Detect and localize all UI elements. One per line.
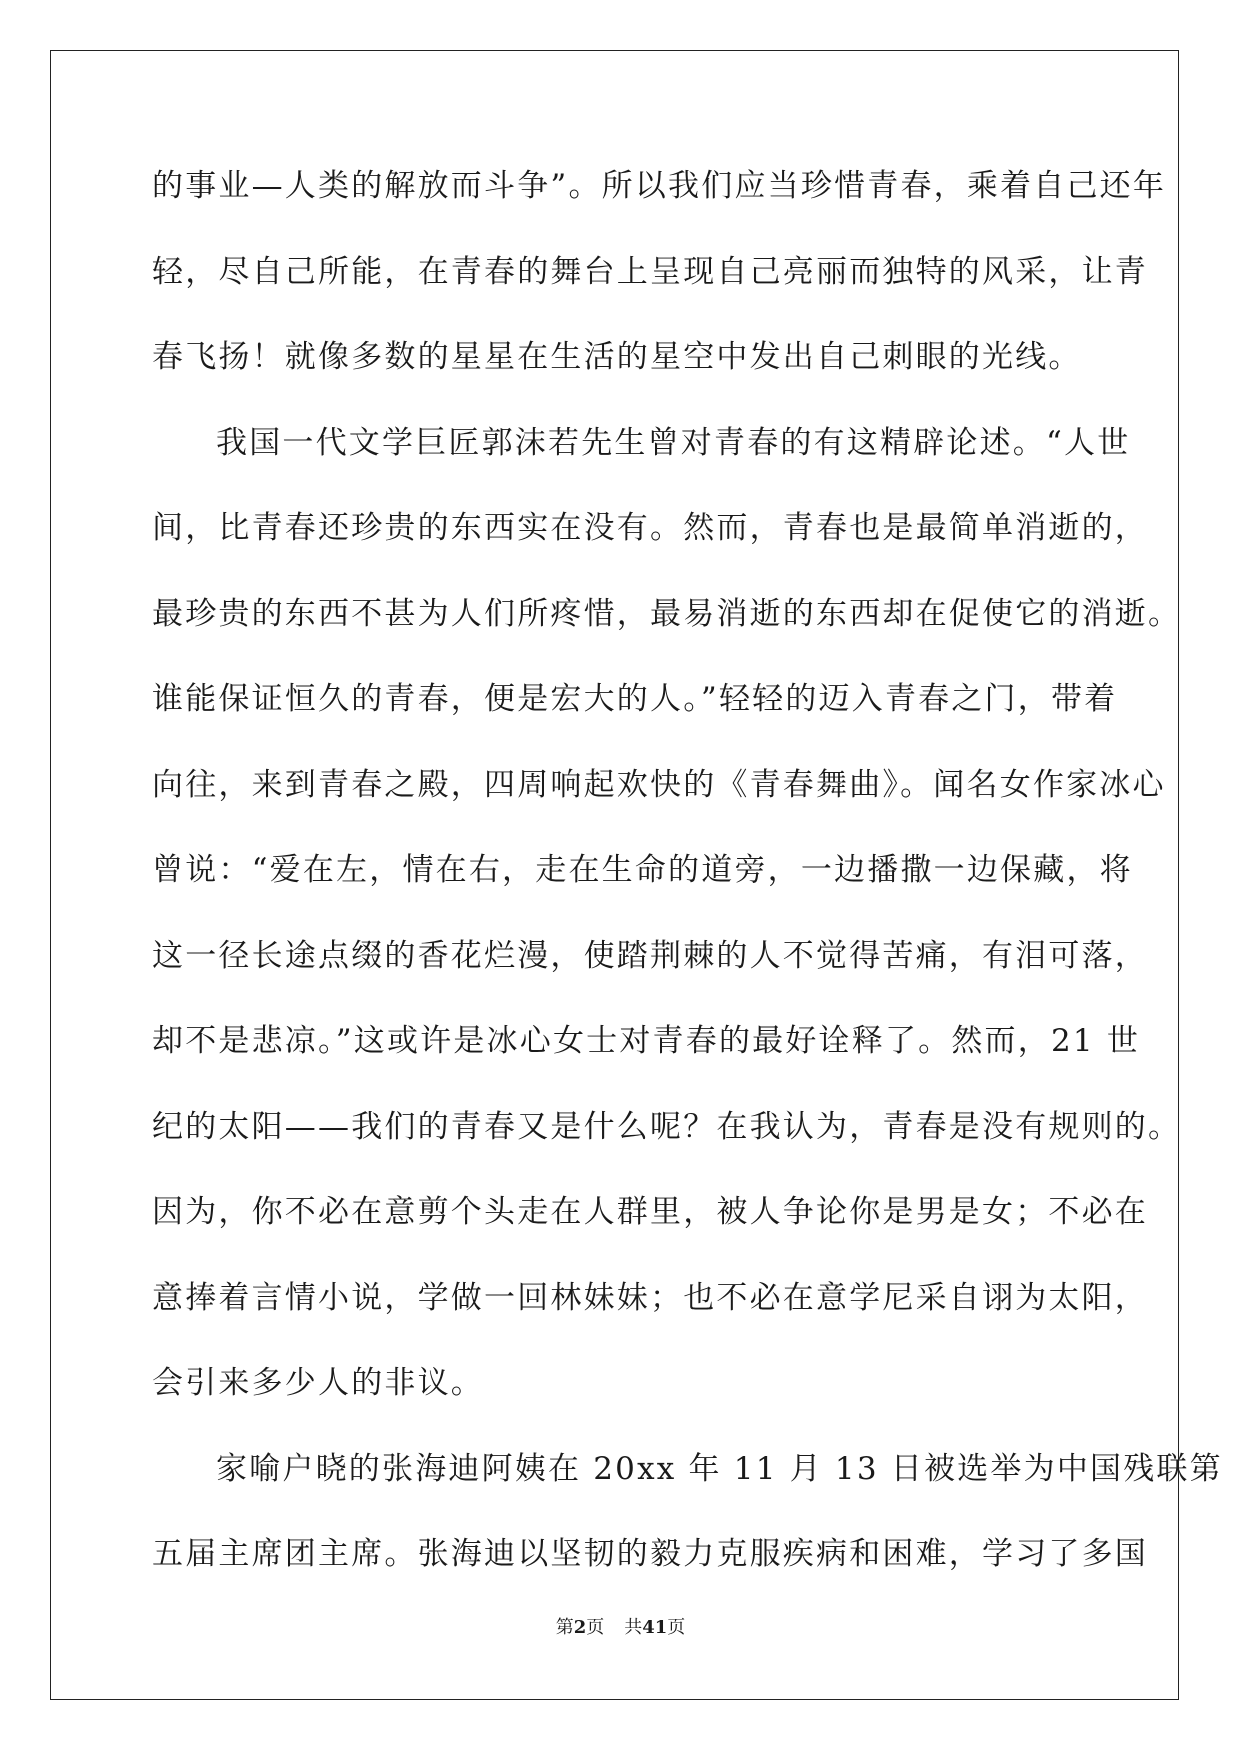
page-current-number: 2	[573, 1617, 587, 1638]
text-line-2: 轻，尽自己所能，在青春的舞台上呈现自己亮丽而独特的风采，让青	[152, 253, 1148, 290]
text-line-17: 五届主席团主席。张海迪以坚韧的毅力克服疾病和困难，学习了多国	[152, 1536, 1148, 1572]
text-line-11: 却不是悲凉。”这或许是冰心女士对青春的最好诠释了。然而，21 世	[152, 1023, 1141, 1059]
text-line-13: 因为，你不必在意剪个头走在人群里，被人争论你是男是女；不必在	[152, 1194, 1148, 1230]
text-line-5: 间，比青春还珍贵的东西实在没有。然而，青春也是最简单消逝的，	[152, 510, 1148, 546]
text-line-3: 春飞扬！就像多数的星星在生活的星空中发出自己刺眼的光线。	[152, 339, 1082, 375]
text-line-14: 意捧着言情小说，学做一回林妹妹；也不必在意学尼采自诩为太阳，	[152, 1279, 1148, 1316]
text-line-6: 最珍贵的东西不甚为人们所疼惜，最易消逝的东西却在促使它的消逝。	[152, 595, 1182, 632]
text-line-4: 我国一代文学巨匠郭沫若先生曾对青春的有这精辟论述。“人世	[216, 424, 1131, 461]
total-prefix: 共	[624, 1617, 643, 1638]
text-line-7: 谁能保证恒久的青春，便是宏大的人。”轻轻的迈入青春之门，带着	[152, 681, 1118, 717]
total-suffix: 页	[667, 1617, 686, 1638]
text-line-12: 纪的太阳——我们的青春又是什么呢？在我认为，青春是没有规则的。	[152, 1108, 1182, 1145]
text-line-16: 家喻户晓的张海迪阿姨在 20xx 年 11 月 13 日被选举为中国残联第	[216, 1450, 1223, 1487]
document-body	[152, 160, 1223, 1614]
page-prefix: 第	[555, 1617, 574, 1638]
text-line-8: 向往，来到青春之殿，四周响起欢快的《青春舞曲》。闻名女作家冰心	[152, 766, 1166, 803]
text-line-1: 的事业—人类的解放而斗争”。所以我们应当珍惜青春，乘着自己还年	[152, 168, 1167, 204]
page-suffix: 页	[586, 1617, 605, 1638]
text-line-15: 会引来多少人的非议。	[152, 1365, 484, 1401]
page-total-number: 41	[642, 1617, 668, 1638]
text-line-10: 这一径长途点缀的香花烂漫，使踏荆棘的人不觉得苦痛，有泪可落，	[152, 937, 1148, 974]
page-footer	[0, 1613, 1241, 1639]
text-line-9: 曾说：“爱在左，情在右，走在生命的道旁，一边播撒一边保藏，将	[152, 852, 1133, 888]
